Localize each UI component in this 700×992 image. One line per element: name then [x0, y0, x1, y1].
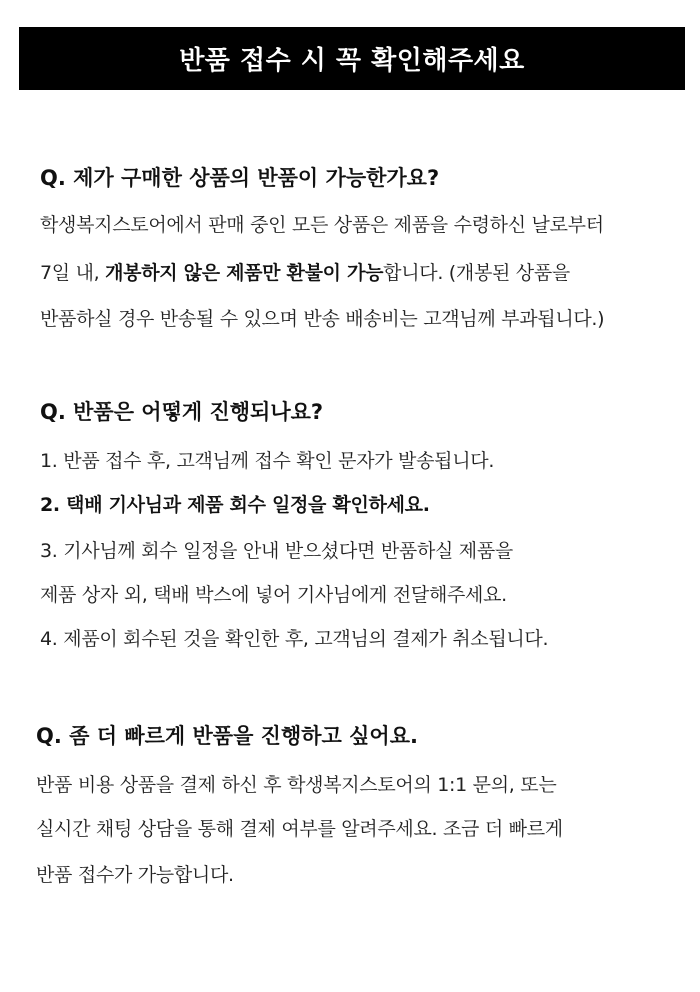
faq-question-return-eligibility: Q. 제가 구매한 상품의 반품이 가능한가요? [40, 166, 440, 190]
header-banner [19, 27, 685, 90]
answer-emphasis-text: 개봉하지 않은 제품만 환불이 가능 [105, 262, 384, 284]
faq-answer-line: 반품하실 경우 반송될 수 있으며 반송 배송비는 고객님께 부과됩니다.) [40, 308, 605, 330]
faq-answer-step: 4. 제품이 회수된 것을 확인한 후, 고객님의 결제가 취소됩니다. [40, 628, 549, 650]
faq-answer-step: 3. 기사님께 회수 일정을 안내 받으셨다면 반품하실 제품을 [40, 540, 513, 562]
faq-answer-step-emphasis: 2. 택배 기사님과 제품 회수 일정을 확인하세요. [40, 494, 430, 516]
answer-text: 7일 내, [40, 262, 106, 284]
faq-answer-line: 학생복지스토어에서 판매 중인 모든 상품은 제품을 수령하신 날로부터 [40, 214, 604, 236]
faq-answer-line: 실시간 채팅 상담을 통해 결제 여부를 알려주세요. 조금 더 빠르게 [36, 818, 563, 840]
faq-question-return-process: Q. 반품은 어떻게 진행되나요? [40, 400, 324, 424]
faq-answer-line [40, 258, 570, 285]
faq-question-faster-return: Q. 좀 더 빠르게 반품을 진행하고 싶어요. [36, 724, 418, 748]
page-title: 반품 접수 시 꼭 확인해주세요 [179, 46, 525, 76]
faq-answer-line: 반품 접수가 가능합니다. [36, 864, 234, 886]
faq-answer-step: 제품 상자 외, 택배 박스에 넣어 기사님에게 전달해주세요. [40, 584, 507, 606]
faq-answer-line: 반품 비용 상품을 결제 하신 후 학생복지스토어의 1:1 문의, 또는 [36, 774, 557, 796]
faq-answer-step: 1. 반품 접수 후, 고객님께 접수 확인 문자가 발송됩니다. [40, 450, 495, 472]
answer-text: 합니다. (개봉된 상품을 [383, 262, 570, 284]
